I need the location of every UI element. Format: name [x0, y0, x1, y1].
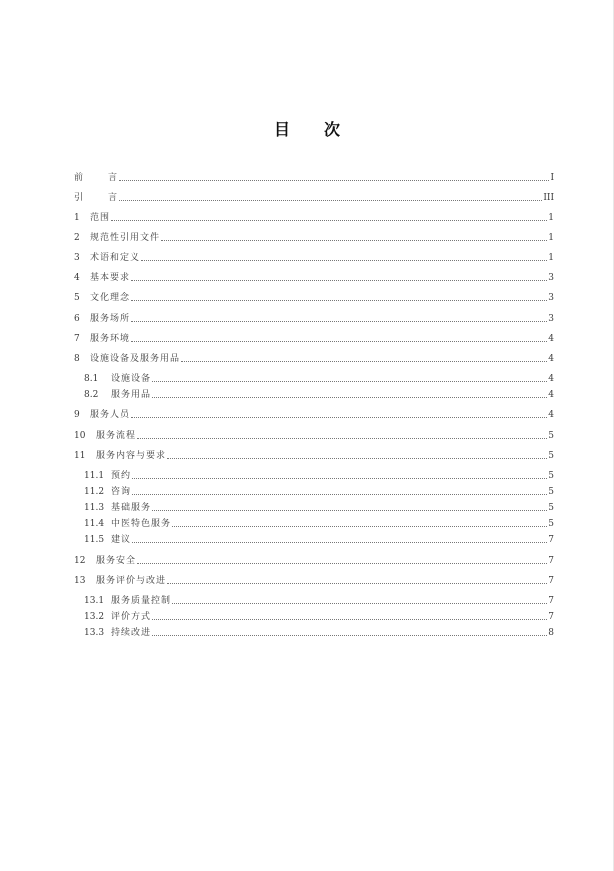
dot-leader: [141, 259, 547, 261]
toc-entry-page-number: 4: [548, 374, 554, 384]
toc-entry-page-number: 5: [548, 471, 554, 481]
toc-entry-number: 6: [74, 314, 80, 324]
toc-entry[interactable]: [84, 500, 554, 514]
toc-entry-label: 服务评价与改进: [96, 576, 167, 586]
toc-entry-number: 13: [74, 576, 86, 586]
toc-entry[interactable]: [84, 625, 554, 639]
dot-leader: [167, 582, 547, 584]
toc-entry-label: 评价方式: [111, 612, 152, 622]
toc-entry-label: 言: [108, 173, 119, 183]
toc-entry-number: 13.1: [84, 596, 105, 606]
toc-entry-page-number: III: [543, 193, 554, 203]
toc-entry[interactable]: [84, 371, 554, 385]
toc-entry-page-number: 4: [548, 334, 554, 344]
dot-leader: [137, 562, 547, 564]
toc-entry-label: 服务内容与要求: [96, 451, 167, 461]
toc-entry[interactable]: [84, 387, 554, 401]
dot-leader: [111, 219, 547, 221]
toc-entry-number: 12: [74, 556, 86, 566]
toc-entry-label: 范围: [90, 213, 111, 223]
toc-entry-page-number: 4: [548, 410, 554, 420]
toc-entry[interactable]: [74, 311, 554, 325]
dot-leader: [119, 179, 549, 181]
toc-entry-label: 服务人员: [90, 410, 131, 420]
toc-entry[interactable]: [74, 351, 554, 365]
toc-entry-number: 前: [74, 173, 84, 183]
toc-entry-number: 11.2: [84, 487, 105, 497]
dot-leader: [131, 340, 547, 342]
toc-entry-page-number: 4: [548, 354, 554, 364]
toc-entry-label: 设施设备: [111, 374, 152, 384]
toc-entry-page-number: 8: [548, 628, 554, 638]
toc-entry-page-number: 7: [548, 556, 554, 566]
toc-entry[interactable]: [74, 407, 554, 421]
toc-entry-number: 13.2: [84, 612, 105, 622]
toc-entry-page-number: I: [550, 173, 554, 183]
toc-title-char-1: 目: [273, 120, 290, 139]
toc-entry-number: 1: [74, 213, 80, 223]
toc-entry-label: 基础服务: [111, 503, 152, 513]
toc-entry-label: 预约: [111, 471, 132, 481]
toc-entry-label: 服务流程: [96, 431, 137, 441]
toc-entry[interactable]: [74, 290, 554, 304]
toc-entry-page-number: 3: [548, 314, 554, 324]
toc-entry-label: 服务场所: [90, 314, 131, 324]
dot-leader: [131, 299, 547, 301]
dot-leader: [119, 199, 542, 201]
toc-entry-number: 11: [74, 451, 86, 461]
toc-entry-number: 11.5: [84, 535, 105, 545]
toc-entry-number: 10: [74, 431, 86, 441]
toc-entry-number: 8.1: [84, 374, 99, 384]
toc-entry-number: 9: [74, 410, 80, 420]
dot-leader: [152, 509, 547, 511]
dot-leader: [152, 380, 547, 382]
toc-entry-label: 服务环境: [90, 334, 131, 344]
toc-entry-page-number: 1: [548, 213, 554, 223]
toc-entry-page-number: 7: [548, 612, 554, 622]
toc-entry-page-number: 3: [548, 293, 554, 303]
toc-entry[interactable]: [84, 532, 554, 546]
dot-leader: [172, 602, 547, 604]
toc-entry-page-number: 3: [548, 273, 554, 283]
toc-entry[interactable]: [74, 553, 554, 567]
dot-leader: [137, 437, 547, 439]
toc-entry-label: 持续改进: [111, 628, 152, 638]
toc-entry[interactable]: [74, 210, 554, 224]
toc-entry[interactable]: [74, 573, 554, 587]
toc-entry-label: 中医特色服务: [111, 519, 172, 529]
toc-entry-number: 2: [74, 233, 80, 243]
dot-leader: [152, 396, 547, 398]
toc-entry-label: 文化理念: [90, 293, 131, 303]
toc-entry-number: 8.2: [84, 390, 99, 400]
toc-entry-label: 基本要求: [90, 273, 131, 283]
toc-entry[interactable]: [84, 468, 554, 482]
toc-entry-number: 4: [74, 273, 80, 283]
toc-entry[interactable]: [74, 170, 554, 184]
toc-entry-page-number: 5: [548, 519, 554, 529]
toc-entry-page-number: 7: [548, 596, 554, 606]
toc-entry-number: 5: [74, 293, 80, 303]
toc-entry-page-number: 7: [548, 576, 554, 586]
dot-leader: [152, 618, 547, 620]
toc-entry-label: 规范性引用文件: [90, 233, 161, 243]
dot-leader: [167, 457, 547, 459]
toc-entry[interactable]: [74, 250, 554, 264]
toc-entry-label: 建议: [111, 535, 132, 545]
toc-title: [0, 117, 614, 140]
toc-entry-label: 服务用品: [111, 390, 152, 400]
toc-entry[interactable]: [84, 484, 554, 498]
toc-entry-page-number: 7: [548, 535, 554, 545]
toc-entry[interactable]: [74, 428, 554, 442]
toc-entry-page-number: 1: [548, 233, 554, 243]
dot-leader: [132, 541, 547, 543]
toc-entry[interactable]: [74, 270, 554, 284]
dot-leader: [132, 493, 547, 495]
toc-entry-label: 咨询: [111, 487, 132, 497]
dot-leader: [132, 477, 547, 479]
toc-entry-number: 引: [74, 193, 84, 203]
toc-entry-label: 术语和定义: [90, 253, 141, 263]
toc-entry-label: 服务安全: [96, 556, 137, 566]
dot-leader: [131, 279, 547, 281]
toc-entry-page-number: 5: [548, 431, 554, 441]
dot-leader: [181, 360, 547, 362]
toc-entry[interactable]: [74, 448, 554, 462]
toc-title-char-2: 次: [324, 120, 341, 139]
toc-entry[interactable]: [84, 609, 554, 623]
toc-entry-page-number: 5: [548, 503, 554, 513]
toc-entry-number: 8: [74, 354, 80, 364]
toc-entry-page-number: 5: [548, 487, 554, 497]
toc-entry-number: 7: [74, 334, 80, 344]
toc-entry[interactable]: [84, 516, 554, 530]
toc-entry[interactable]: [74, 331, 554, 345]
dot-leader: [172, 525, 547, 527]
toc-entry-number: 3: [74, 253, 80, 263]
toc-entry-label: 设施设备及服务用品: [90, 354, 181, 364]
toc-entry-number: 11.4: [84, 519, 105, 529]
toc-entry-number: 13.3: [84, 628, 105, 638]
toc-entry-page-number: 1: [548, 253, 554, 263]
toc-entry[interactable]: [74, 230, 554, 244]
dot-leader: [131, 320, 547, 322]
dot-leader: [152, 634, 547, 636]
dot-leader: [161, 239, 547, 241]
toc-entry-label: 服务质量控制: [111, 596, 172, 606]
toc-entry-page-number: 5: [548, 451, 554, 461]
dot-leader: [131, 416, 547, 418]
toc-entry[interactable]: [74, 190, 554, 204]
toc-entry-number: 11.3: [84, 503, 105, 513]
toc-entry[interactable]: [84, 593, 554, 607]
toc-entry-page-number: 4: [548, 390, 554, 400]
toc-entry-label: 言: [108, 193, 119, 203]
toc-entry-number: 11.1: [84, 471, 105, 481]
